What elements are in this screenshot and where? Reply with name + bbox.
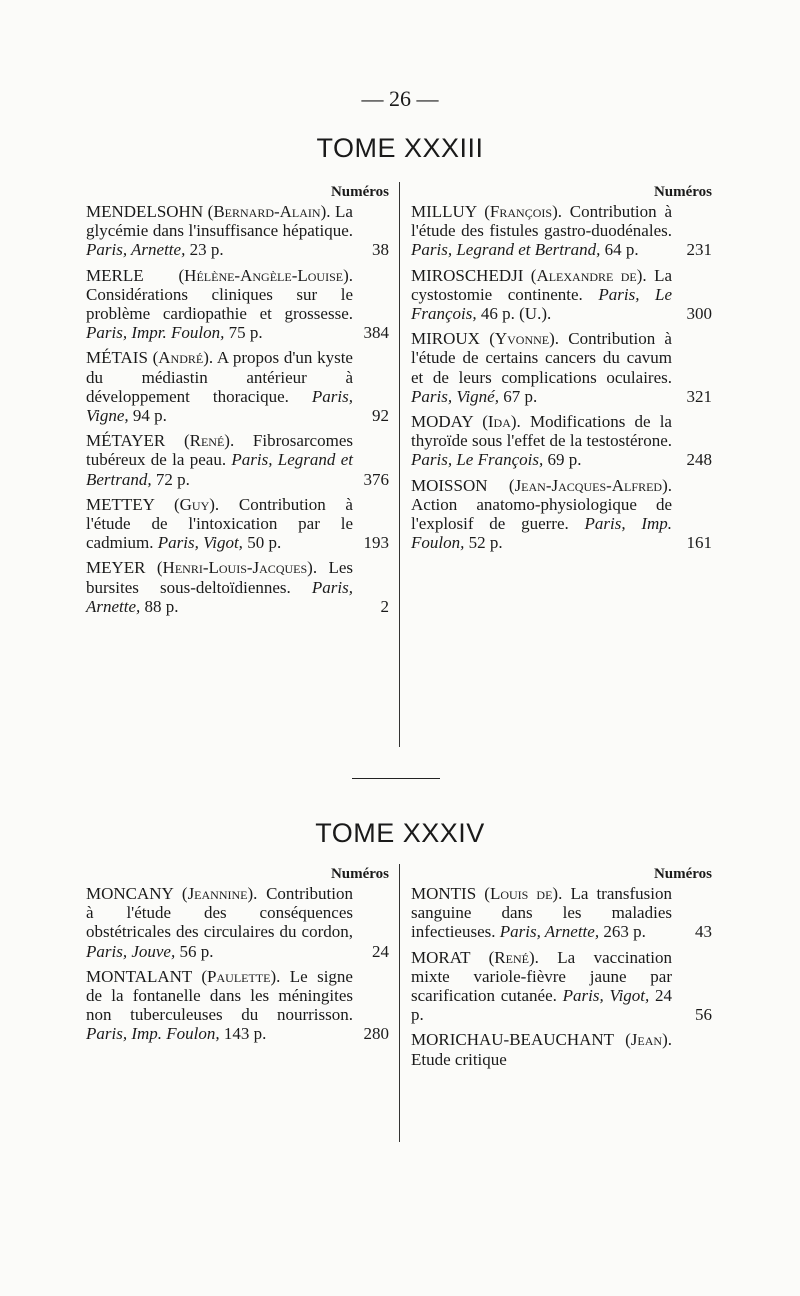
author-surname: MENDELSOHN: [86, 202, 204, 221]
publisher: Paris, Vigot,: [562, 986, 650, 1006]
thesis-title: Contribution à l'étude des conséquences obstétricales des circulaires du cordon,: [86, 884, 353, 942]
author-surname: METTEY: [86, 494, 155, 514]
bibliography-entry: [86, 884, 389, 961]
entry-number: 193: [363, 533, 389, 553]
author-surname: MERLE: [86, 265, 144, 285]
publisher: Paris, Arnette,: [86, 577, 354, 616]
publisher: Paris, Imp. Foulon,: [411, 514, 673, 553]
author-surname: MOISSON: [411, 475, 488, 495]
author-given-name: Jean: [630, 1030, 663, 1050]
page-count: 50 p.: [247, 533, 282, 553]
bibliography-entry: [411, 948, 712, 1025]
author-given-name: Henri-Louis-Jacques: [162, 558, 308, 578]
author-surname: MORICHAU-BEAUCHANT: [411, 1030, 614, 1050]
author-given-name: René: [494, 947, 529, 967]
entry-number: 376: [363, 469, 389, 489]
thesis-title: La vaccination mixte variole-fièvre jaune par scarification cutanée.: [411, 947, 672, 1006]
author-surname: MONCANY: [86, 884, 174, 903]
left-column: [86, 864, 389, 1050]
author-given-name: Hélène-Angèle-Louise: [184, 265, 344, 285]
page-count: 88 p.: [144, 596, 179, 616]
publisher: Paris, Le François,: [411, 450, 544, 470]
bibliography-entry: [411, 412, 712, 470]
author-surname: MÉTAIS: [86, 348, 148, 368]
left-column: [86, 182, 389, 622]
entry-text: MOISSON (Jean-Jacques-Alfred). Action anatomo-physiologique de l'explosif de guerre. Paris, Imp. Foulon, 52 p.: [411, 475, 673, 553]
entry-number: 384: [363, 323, 389, 343]
column-rule: [399, 864, 400, 1142]
entry-number: 300: [686, 304, 712, 324]
entry-text: MODAY (Ida). Modifications de la thyroïde sous l'effet de la testostérone. Paris, Le François, 69 p.: [411, 412, 672, 470]
thesis-title: Considérations cliniques sur le problème cardiopathie et grossesse.: [86, 284, 353, 324]
bibliography-entry: [86, 558, 389, 616]
entry-number: 43: [695, 922, 712, 942]
publisher: Paris, Legrand et Bertrand,: [86, 450, 353, 489]
author-given-name: Jeannine: [187, 884, 248, 903]
page-count: 24 p.: [411, 986, 673, 1025]
thesis-title: Contribution à l'étude des fistules gastro-duodénales.: [411, 202, 672, 241]
thesis-title: Modifications de la thyroïde sous l'effet de la testostérone.: [411, 412, 672, 451]
page-count: 143 p.: [223, 1024, 267, 1044]
entry-text: MILLUY (François). Contribution à l'étude des fistules gastro-duodénales. Paris, Legrand et Bertrand, 64 p.: [411, 202, 672, 260]
bibliography-entry: [411, 884, 712, 942]
entry-text: MÉTAYER (René). Fibrosarcomes tubéreux de la peau. Paris, Legrand et Bertrand, 72 p.: [86, 431, 353, 489]
thesis-title: La transfusion sanguine dans les maladies infectieuses.: [411, 884, 673, 942]
author-given-name: Jean-Jacques-Alfred: [514, 475, 663, 495]
entry-text: MÉTAIS (André). A propos d'un kyste du médiastin antérieur à développement thoracique. Paris, Vigne, 94 p.: [86, 348, 353, 426]
thesis-title: Contribution à l'étude de certains cancers du cavum et de leurs complications oculaires.: [411, 329, 672, 387]
column-rule: [399, 182, 400, 747]
entry-text: MERLE (Hélène-Angèle-Louise). Considérations cliniques sur le problème cardiopathie et grossesse. Paris, Impr. Foulon, 75 p.: [86, 265, 353, 343]
bibliography-entry: [86, 266, 389, 343]
publisher: Paris, Arnette,: [499, 922, 600, 942]
page-count: 94 p.: [132, 406, 167, 426]
author-surname: MILLUY: [411, 202, 477, 221]
bibliography-entry: [86, 348, 389, 425]
author-surname: MEYER: [86, 558, 146, 578]
entry-number: 280: [363, 1024, 389, 1044]
author-given-name: François: [489, 202, 553, 221]
bibliography-entry: [411, 329, 712, 406]
thesis-title: Le signe de la fontanelle dans les méningites non tuberculeuses du nourrisson.: [86, 966, 353, 1025]
author-given-name: Guy: [179, 494, 210, 514]
author-surname: MODAY: [411, 412, 474, 432]
publisher: Paris, Arnette,: [86, 240, 186, 260]
numeros-header: Numéros: [330, 866, 389, 882]
page-count: 69 p.: [547, 450, 582, 470]
page-count: 23 p.: [189, 240, 224, 260]
entry-number: 321: [686, 386, 712, 406]
bibliography-entry: [86, 967, 389, 1044]
publisher: Paris, Legrand et Bertrand,: [411, 240, 601, 260]
right-column: [411, 182, 712, 558]
thesis-title: La glycémie dans l'insuffisance hépatique.: [86, 202, 353, 241]
entry-text: MEYER (Henri-Louis-Jacques). Les bursites sous-deltoïdiennes. Paris, Arnette, 88 p.: [86, 558, 354, 616]
page-count: 75 p.: [228, 323, 263, 343]
author-given-name: Paulette: [207, 966, 271, 986]
author-given-name: Alexandre de: [536, 265, 637, 285]
thesis-title: Fibrosarcomes tubéreux de la peau.: [86, 431, 353, 470]
entry-text: MORICHAU-BEAUCHANT (Jean). Etude critique: [411, 1030, 672, 1069]
thesis-title: Action anatomo-physiologique de l'explosif de guerre.: [411, 494, 672, 534]
entry-number: 38: [372, 240, 389, 260]
publisher: Paris, Vigot,: [157, 533, 243, 553]
author-surname: MONTALANT: [86, 966, 192, 986]
page-count: 263 p.: [603, 922, 646, 942]
bibliography-entry: [411, 1030, 712, 1068]
author-given-name: René: [189, 431, 225, 451]
publisher: Paris, Vigne,: [86, 386, 353, 426]
publisher: Paris, Imp. Foulon,: [86, 1024, 220, 1044]
entry-number: 248: [686, 450, 712, 470]
numeros-header: Numéros: [653, 866, 712, 882]
tome-title: TOME XXXIII: [316, 133, 484, 163]
publisher: Paris, Jouve,: [86, 941, 176, 961]
author-surname: MIROSCHEDJI: [411, 265, 524, 285]
numeros-header: Numéros: [330, 184, 389, 200]
page-count: 46 p. (U.).: [480, 304, 552, 324]
publisher: Paris, Vigné,: [411, 386, 499, 406]
author-given-name: Bernard-Alain: [213, 202, 321, 221]
bibliography-entry: [86, 495, 389, 553]
author-given-name: Ida: [487, 412, 511, 432]
thesis-title: Les bursites sous-deltoïdiennes.: [86, 558, 353, 597]
tome-title: TOME XXXIV: [315, 818, 485, 848]
entry-text: MONTALANT (Paulette). Le signe de la fontanelle dans les méningites non tuberculeuses du nourrisson. Paris, Imp. Foulon, 143 p.: [86, 966, 353, 1044]
entry-text: METTEY (Guy). Contribution à l'étude de l'intoxication par le cadmium. Paris, Vigot, 50 p.: [86, 494, 353, 553]
entry-text: MIROUX (Yvonne). Contribution à l'étude de certains cancers du cavum et de leurs complications oculaires. Paris, Vigné, 67 p.: [411, 329, 672, 406]
author-surname: MIROUX: [411, 329, 480, 349]
entry-number: 231: [686, 240, 712, 260]
entry-number: 161: [686, 533, 712, 553]
page-count: 64 p.: [604, 240, 639, 260]
entry-number: 24: [372, 941, 389, 961]
thesis-title: Contribution à l'étude de l'intoxication par le cadmium.: [86, 494, 353, 553]
author-given-name: Louis de: [489, 884, 553, 903]
thesis-title: Etude critique: [411, 1049, 507, 1069]
entry-text: MIROSCHEDJI (Alexandre de). La cystostomie continente. Paris, Le François, 46 p. (U.).: [411, 265, 672, 324]
bibliography-entry: [86, 202, 389, 260]
bibliography-entry: [86, 431, 389, 489]
entry-number: 2: [380, 596, 389, 616]
thesis-title: A propos d'un kyste du médiastin antérieur à développement thoracique.: [86, 348, 353, 406]
bibliography-entry: [411, 476, 712, 553]
page-count: 52 p.: [468, 533, 503, 553]
author-given-name: Yvonne: [494, 329, 550, 349]
right-column: [411, 864, 712, 1075]
section-divider: [352, 778, 440, 779]
publisher: Paris, Impr. Foulon,: [86, 323, 225, 343]
bibliography-entry: [411, 202, 712, 260]
page-count: 56 p.: [179, 941, 214, 961]
publisher: Paris, Le François,: [411, 284, 672, 324]
numeros-header: Numéros: [653, 184, 712, 200]
page-count: 67 p.: [503, 386, 538, 406]
entry-text: MONTIS (Louis de). La transfusion sanguine dans les maladies infectieuses. Paris, Arnette, 263 p.: [411, 884, 673, 942]
thesis-title: La cystostomie continente.: [411, 265, 672, 304]
entry-text: MONCANY (Jeannine). Contribution à l'étude des conséquences obstétricales des circulaires du cordon, Paris, Jouve, 56 p.: [86, 884, 353, 961]
author-surname: MÉTAYER: [86, 431, 166, 451]
author-given-name: André: [158, 348, 204, 368]
bibliography-entry: [411, 266, 712, 324]
author-surname: MORAT: [411, 947, 471, 967]
entry-number: 92: [372, 406, 389, 426]
page-number: — 26 —: [361, 86, 439, 111]
entry-text: MORAT (René). La vaccination mixte variole-fièvre jaune par scarification cutanée. Paris, Vigot, 24 p.: [411, 947, 673, 1025]
entry-text: MENDELSOHN (Bernard-Alain). La glycémie dans l'insuffisance hépatique. Paris, Arnette, 23 p.: [86, 202, 353, 260]
page-count: 72 p.: [155, 469, 190, 489]
author-surname: MONTIS: [411, 884, 477, 903]
entry-number: 56: [695, 1005, 712, 1025]
